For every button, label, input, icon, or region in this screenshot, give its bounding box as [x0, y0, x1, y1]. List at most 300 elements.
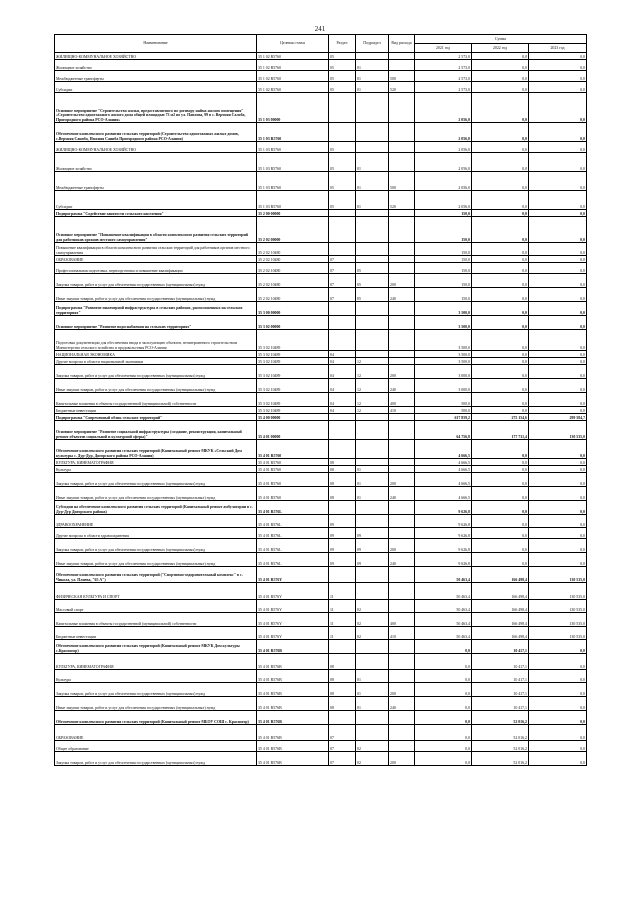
cell-sum-2021: 150,0 — [415, 243, 472, 256]
cell-subsection — [356, 414, 389, 421]
cell-section: 11 — [329, 583, 356, 600]
cell-sum-2023: 130 535,0 — [529, 600, 587, 613]
cell-name: Общее образование — [55, 741, 257, 752]
cell-expense-type: 200 — [389, 473, 415, 487]
cell-sum-2021: 3 500,0 — [415, 316, 472, 330]
cell-code: 35 2 02 10480 — [257, 263, 329, 274]
cell-code: 35 1 02 R5760 — [257, 53, 329, 60]
cell-code: 35 3 00 00000 — [257, 302, 329, 316]
cell-sum-2023: 0,0 — [529, 243, 587, 256]
cell-sum-2023: 0,0 — [529, 683, 587, 697]
cell-subsection — [356, 123, 389, 142]
cell-section — [329, 414, 356, 421]
cell-section: 08 — [329, 466, 356, 473]
cell-name: Иные закупки товаров, работ и услуг для обеспечения государственных (муниципальных) нужд — [55, 553, 257, 567]
cell-name: Жилищное хозяйство — [55, 153, 257, 172]
cell-section: 11 — [329, 627, 356, 640]
cell-expense-type: 410 — [389, 627, 415, 640]
cell-sum-2023: 0,0 — [529, 440, 587, 459]
cell-expense-type: 400 — [389, 393, 415, 407]
cell-sum-2021: 50 463,4 — [415, 600, 472, 613]
cell-subsection — [356, 567, 389, 583]
cell-sum-2022: 0,0 — [472, 71, 529, 82]
cell-code: 35 4 01 R576Y — [257, 600, 329, 613]
cell-section — [329, 93, 356, 123]
cell-sum-2022: 0,0 — [472, 358, 529, 365]
table-row — [55, 60, 587, 71]
cell-sum-2021: 150,0 — [415, 210, 472, 217]
cell-section — [329, 210, 356, 217]
table-row — [55, 351, 587, 358]
cell-expense-type: 240 — [389, 487, 415, 501]
cell-sum-2021: 0,0 — [415, 640, 472, 654]
page-number: 241 — [314, 25, 326, 33]
cell-code: 35 1 03 00000 — [257, 93, 329, 123]
cell-subsection — [356, 711, 389, 725]
cell-sum-2022: 0,0 — [472, 528, 529, 539]
cell-name: Межбюджетные трансферты — [55, 71, 257, 82]
cell-section: 08 — [329, 487, 356, 501]
cell-name: Жилищное хозяйство — [55, 60, 257, 71]
table-row — [55, 365, 587, 379]
cell-sum-2022: 0,0 — [472, 473, 529, 487]
cell-name: Обеспечение комплексного развития сельских территорий (Строительство одноэтажных жилых домов, с.Верхняя Саниба, Нижняя Саниба Пригородного района РСО-Алания) — [55, 123, 257, 142]
cell-code: 35 4 01 R576Y — [257, 613, 329, 627]
cell-sum-2022: 10 417,1 — [472, 683, 529, 697]
cell-name: Субсидии на обеспечение комплексного развития сельских территорий (Капитальный ремонт амбулатории в с. Дур-Дур Дигорского района) — [55, 501, 257, 515]
cell-code: 35 1 03 R5760 — [257, 123, 329, 142]
cell-sum-2023: 0,0 — [529, 515, 587, 528]
cell-sum-2021: 0,0 — [415, 683, 472, 697]
cell-expense-type — [389, 53, 415, 60]
table-row — [55, 627, 587, 640]
cell-sum-2021: 500,0 — [415, 393, 472, 407]
cell-sum-2022: 10 417,1 — [472, 654, 529, 670]
cell-sum-2023: 0,0 — [529, 358, 587, 365]
header-name: Наименование — [55, 35, 257, 53]
cell-subsection: 01 — [356, 60, 389, 71]
cell-code: 35 3 02 00000 — [257, 316, 329, 330]
cell-expense-type — [389, 263, 415, 274]
cell-code: 35 4 01 R5760 — [257, 440, 329, 459]
cell-name: Профессиональная подготовка, переподготовка и повышение квалификации — [55, 263, 257, 274]
budget-table — [54, 34, 587, 766]
cell-sum-2023: 0,0 — [529, 263, 587, 274]
cell-section: 04 — [329, 358, 356, 365]
cell-sum-2021: 150,0 — [415, 263, 472, 274]
cell-expense-type — [389, 741, 415, 752]
cell-subsection: 05 — [356, 274, 389, 288]
cell-sum-2021: 2 056,0 — [415, 172, 472, 191]
cell-sum-2022: 0,0 — [472, 379, 529, 393]
cell-section: 09 — [329, 553, 356, 567]
cell-name: Субсидии — [55, 82, 257, 93]
cell-sum-2023: 0,0 — [529, 210, 587, 217]
cell-sum-2023: 0,0 — [529, 752, 587, 766]
cell-subsection: 09 — [356, 553, 389, 567]
table-row — [55, 640, 587, 654]
cell-expense-type — [389, 153, 415, 172]
cell-name: Культура — [55, 670, 257, 683]
cell-expense-type — [389, 515, 415, 528]
cell-section: 04 — [329, 365, 356, 379]
cell-name: Обеспечение комплексного развития сельских территорий (Капитальный ремонт МКУК Дом культуры с.Красногор) — [55, 640, 257, 654]
cell-expense-type — [389, 93, 415, 123]
cell-expense-type: 500 — [389, 71, 415, 82]
table-row — [55, 466, 587, 473]
cell-sum-2021: 3 500,0 — [415, 330, 472, 351]
cell-section: 05 — [329, 71, 356, 82]
cell-code: 35 4 01 R5760 — [257, 487, 329, 501]
cell-section: 08 — [329, 670, 356, 683]
table-row — [55, 407, 587, 414]
cell-expense-type: 520 — [389, 191, 415, 210]
table-row — [55, 191, 587, 210]
cell-sum-2021: 64 756,8 — [415, 421, 472, 440]
cell-subsection — [356, 243, 389, 256]
cell-subsection: 01 — [356, 172, 389, 191]
cell-sum-2022: 0,0 — [472, 440, 529, 459]
cell-sum-2023: 0,0 — [529, 60, 587, 71]
table-row — [55, 379, 587, 393]
cell-sum-2022: 0,0 — [472, 82, 529, 93]
cell-section: 07 — [329, 288, 356, 302]
cell-section: 11 — [329, 600, 356, 613]
cell-expense-type — [389, 583, 415, 600]
cell-expense-type — [389, 711, 415, 725]
cell-section — [329, 440, 356, 459]
cell-sum-2022: 0,0 — [472, 539, 529, 553]
cell-subsection: 02 — [356, 752, 389, 766]
cell-subsection: 02 — [356, 741, 389, 752]
cell-section: 08 — [329, 683, 356, 697]
cell-subsection — [356, 93, 389, 123]
table-row — [55, 123, 587, 142]
table-row — [55, 256, 587, 263]
cell-name: Капитальные вложения в объекты государственной (муниципальной) собственности — [55, 613, 257, 627]
cell-section: 07 — [329, 741, 356, 752]
cell-code: 35 3 02 10489 — [257, 407, 329, 414]
cell-code: 35 4 01 R576B — [257, 670, 329, 683]
cell-expense-type — [389, 466, 415, 473]
cell-sum-2023: 0,0 — [529, 142, 587, 153]
cell-subsection: 01 — [356, 487, 389, 501]
cell-sum-2022: 52 016,2 — [472, 711, 529, 725]
cell-sum-2023: 0,0 — [529, 71, 587, 82]
cell-subsection: 09 — [356, 528, 389, 539]
cell-section: 05 — [329, 191, 356, 210]
cell-subsection: 05 — [356, 288, 389, 302]
cell-section: 04 — [329, 407, 356, 414]
cell-section — [329, 243, 356, 256]
cell-sum-2022: 0,0 — [472, 302, 529, 316]
cell-code: 35 4 01 R576Y — [257, 583, 329, 600]
cell-sum-2023: 0,0 — [529, 379, 587, 393]
cell-expense-type — [389, 330, 415, 351]
cell-subsection — [356, 302, 389, 316]
cell-subsection: 09 — [356, 539, 389, 553]
cell-sum-2021: 9 626,8 — [415, 515, 472, 528]
cell-sum-2023: 0,0 — [529, 365, 587, 379]
cell-section: 05 — [329, 53, 356, 60]
cell-code: 35 3 02 10489 — [257, 379, 329, 393]
cell-sum-2023: 0,0 — [529, 393, 587, 407]
cell-sum-2023: 0,0 — [529, 82, 587, 93]
cell-name: Подпрограмма "Развитие инженерной инфраструктуры в сельских районах, расположенных на сельских территориях" — [55, 302, 257, 316]
cell-expense-type — [389, 654, 415, 670]
cell-subsection — [356, 217, 389, 243]
cell-name: ФИЗИЧЕСКАЯ КУЛЬТУРА И СПОРТ — [55, 583, 257, 600]
cell-sum-2023: 0,0 — [529, 640, 587, 654]
cell-name: Основное мероприятие "Развитие водоснабжения на сельских территориях" — [55, 316, 257, 330]
cell-name: Массовый спорт — [55, 600, 257, 613]
cell-subsection — [356, 53, 389, 60]
cell-sum-2023: 0,0 — [529, 172, 587, 191]
cell-name: ОБРАЗОВАНИЕ — [55, 725, 257, 741]
cell-sum-2022: 0,0 — [472, 123, 529, 142]
cell-sum-2022: 166 498,4 — [472, 627, 529, 640]
cell-expense-type — [389, 459, 415, 466]
table-row — [55, 725, 587, 741]
cell-section: 04 — [329, 351, 356, 358]
cell-sum-2023: 0,0 — [529, 153, 587, 172]
cell-section: 08 — [329, 459, 356, 466]
cell-section — [329, 330, 356, 351]
cell-subsection: 12 — [356, 358, 389, 365]
table-row — [55, 82, 587, 93]
cell-sum-2022: 166 498,4 — [472, 613, 529, 627]
cell-expense-type — [389, 243, 415, 256]
table-row — [55, 487, 587, 501]
table-row — [55, 71, 587, 82]
cell-sum-2021: 4 666,5 — [415, 440, 472, 459]
cell-name: ЗДРАВООХРАНЕНИЕ — [55, 515, 257, 528]
cell-expense-type: 400 — [389, 613, 415, 627]
cell-sum-2021: 50 463,4 — [415, 567, 472, 583]
cell-code: 35 2 00 00000 — [257, 210, 329, 217]
cell-section: 07 — [329, 752, 356, 766]
cell-expense-type — [389, 725, 415, 741]
cell-sum-2023: 0,0 — [529, 459, 587, 466]
cell-subsection — [356, 640, 389, 654]
cell-sum-2021: 50 463,4 — [415, 627, 472, 640]
table-row — [55, 93, 587, 123]
cell-sum-2022: 0,0 — [472, 274, 529, 288]
cell-expense-type — [389, 316, 415, 330]
cell-sum-2023: 0,0 — [529, 217, 587, 243]
cell-name: Подпрограмма "Содействие занятости сельского населения" — [55, 210, 257, 217]
cell-sum-2022: 0,0 — [472, 53, 529, 60]
cell-sum-2023: 0,0 — [529, 288, 587, 302]
cell-expense-type: 200 — [389, 365, 415, 379]
cell-sum-2023: 0,0 — [529, 123, 587, 142]
table-row — [55, 53, 587, 60]
cell-expense-type — [389, 358, 415, 365]
cell-subsection — [356, 256, 389, 263]
cell-name: Другие вопросы в области национальной экономики — [55, 358, 257, 365]
table-row — [55, 600, 587, 613]
table-row — [55, 330, 587, 351]
cell-sum-2023: 0,0 — [529, 93, 587, 123]
cell-code: 35 1 03 R5760 — [257, 172, 329, 191]
cell-subsection: 01 — [356, 191, 389, 210]
cell-code: 35 4 00 00000 — [257, 414, 329, 421]
table-row — [55, 459, 587, 466]
table-row — [55, 172, 587, 191]
cell-sum-2023: 130 535,0 — [529, 567, 587, 583]
cell-sum-2021: 2 056,0 — [415, 153, 472, 172]
cell-sum-2022: 166 498,4 — [472, 600, 529, 613]
table-row — [55, 697, 587, 711]
cell-sum-2022: 0,0 — [472, 407, 529, 414]
cell-sum-2022: 52 016,2 — [472, 752, 529, 766]
cell-sum-2021: 2 056,0 — [415, 93, 472, 123]
cell-sum-2022: 0,0 — [472, 501, 529, 515]
cell-section: 09 — [329, 515, 356, 528]
cell-name: Обеспечение комплексного развития сельских территорий (Капитальный ремонт МКУК «Сельский Дом культуры с. Дур-Дур, Дигорского района РСО-Алания) — [55, 440, 257, 459]
cell-expense-type — [389, 501, 415, 515]
cell-code: 35 4 01 R576L — [257, 515, 329, 528]
cell-section: 09 — [329, 539, 356, 553]
cell-sum-2021: 0,0 — [415, 711, 472, 725]
cell-section: 08 — [329, 697, 356, 711]
cell-sum-2023: 0,0 — [529, 466, 587, 473]
cell-code: 35 1 02 R5760 — [257, 60, 329, 71]
cell-code: 35 3 02 10489 — [257, 330, 329, 351]
cell-name: Бюджетные инвестиции — [55, 407, 257, 414]
cell-sum-2022: 0,0 — [472, 243, 529, 256]
cell-code: 35 4 01 R576B — [257, 697, 329, 711]
table-row — [55, 210, 587, 217]
cell-name: Закупка товаров, работ и услуг для обеспечения государственных (муниципальных) нужд — [55, 365, 257, 379]
cell-sum-2021: 2 573,0 — [415, 71, 472, 82]
table-row — [55, 567, 587, 583]
cell-sum-2021: 150,0 — [415, 274, 472, 288]
cell-code: 35 4 01 R5760 — [257, 466, 329, 473]
table-row — [55, 414, 587, 421]
cell-sum-2022: 0,0 — [472, 288, 529, 302]
cell-sum-2022: 0,0 — [472, 217, 529, 243]
cell-section — [329, 501, 356, 515]
cell-sum-2021: 4 666,5 — [415, 466, 472, 473]
cell-section — [329, 421, 356, 440]
cell-expense-type — [389, 600, 415, 613]
cell-code: 35 2 02 10480 — [257, 243, 329, 256]
cell-subsection: 05 — [356, 263, 389, 274]
cell-name: Бюджетные инвестиции — [55, 627, 257, 640]
cell-code: 35 1 03 R5760 — [257, 153, 329, 172]
cell-subsection: 01 — [356, 71, 389, 82]
cell-sum-2021: 3 500,0 — [415, 351, 472, 358]
cell-sum-2021: 50 463,4 — [415, 613, 472, 627]
cell-code: 35 4 01 R576L — [257, 501, 329, 515]
cell-sum-2023: 0,0 — [529, 539, 587, 553]
cell-sum-2023: 0,0 — [529, 302, 587, 316]
table-row — [55, 302, 587, 316]
cell-sum-2023: 0,0 — [529, 670, 587, 683]
cell-subsection: 01 — [356, 683, 389, 697]
cell-name: Другие вопросы в области здравоохранения — [55, 528, 257, 539]
cell-section: 05 — [329, 172, 356, 191]
cell-sum-2022: 10 417,1 — [472, 697, 529, 711]
table-row — [55, 263, 587, 274]
cell-section: 07 — [329, 263, 356, 274]
cell-sum-2022: 0,0 — [472, 256, 529, 263]
table-row — [55, 683, 587, 697]
cell-expense-type — [389, 640, 415, 654]
cell-subsection: 02 — [356, 600, 389, 613]
cell-name: Закупка товаров, работ и услуг для обеспечения государственных (муниципальных) нужд — [55, 752, 257, 766]
cell-expense-type — [389, 302, 415, 316]
cell-sum-2023: 0,0 — [529, 697, 587, 711]
cell-subsection — [356, 459, 389, 466]
cell-name: Субсидии — [55, 191, 257, 210]
cell-section: 05 — [329, 142, 356, 153]
cell-sum-2022: 52 016,2 — [472, 741, 529, 752]
cell-name: НАЦИОНАЛЬНАЯ ЭКОНОМИКА — [55, 351, 257, 358]
cell-sum-2022: 166 498,4 — [472, 567, 529, 583]
cell-subsection — [356, 654, 389, 670]
cell-subsection: 01 — [356, 670, 389, 683]
cell-sum-2021: 4 666,5 — [415, 459, 472, 466]
cell-sum-2021: 0,0 — [415, 752, 472, 766]
cell-section: 07 — [329, 725, 356, 741]
cell-name: Иные закупки товаров, работ и услуг для обеспечения государственных (муниципальных) нужд — [55, 697, 257, 711]
cell-sum-2022: 0,0 — [472, 351, 529, 358]
cell-code: 35 4 01 R576B — [257, 725, 329, 741]
cell-section: 07 — [329, 274, 356, 288]
table-row — [55, 741, 587, 752]
cell-name: Основное мероприятие "Развитие социальной инфраструктуры (создание, реконструкция, капитальный ремонт объектов социальной и культурной сферы)" — [55, 421, 257, 440]
cell-expense-type: 240 — [389, 379, 415, 393]
cell-name: КУЛЬТУРА, КИНЕМАТОГРАФИЯ — [55, 654, 257, 670]
cell-name: Закупка товаров, работ и услуг для обеспечения государственных (муниципальных) нужд — [55, 473, 257, 487]
cell-sum-2021: 4 666,5 — [415, 487, 472, 501]
cell-sum-2023: 0,0 — [529, 741, 587, 752]
cell-sum-2023: 0,0 — [529, 473, 587, 487]
cell-sum-2021: 0,0 — [415, 697, 472, 711]
cell-expense-type — [389, 351, 415, 358]
cell-sum-2022: 275 154,6 — [472, 414, 529, 421]
table-row — [55, 539, 587, 553]
cell-code: 35 4 01 R576B — [257, 752, 329, 766]
cell-sum-2022: 0,0 — [472, 263, 529, 274]
cell-sum-2022: 0,0 — [472, 172, 529, 191]
cell-subsection: 12 — [356, 365, 389, 379]
cell-sum-2022: 52 016,2 — [472, 725, 529, 741]
cell-expense-type: 200 — [389, 274, 415, 288]
cell-code: 35 4 01 R576Y — [257, 567, 329, 583]
table-row — [55, 654, 587, 670]
cell-name: Иные закупки товаров, работ и услуг для обеспечения государственных (муниципальных) нужд — [55, 288, 257, 302]
cell-subsection — [356, 725, 389, 741]
cell-subsection — [356, 583, 389, 600]
cell-sum-2022: 0,0 — [472, 466, 529, 473]
cell-sum-2022: 10 417,1 — [472, 670, 529, 683]
cell-expense-type: 200 — [389, 752, 415, 766]
header-sum: Сумма — [415, 35, 587, 44]
cell-section: 08 — [329, 654, 356, 670]
cell-name: ЖИЛИЩНО-КОММУНАЛЬНОЕ ХОЗЯЙСТВО — [55, 53, 257, 60]
cell-sum-2023: 130 535,0 — [529, 627, 587, 640]
table-row — [55, 440, 587, 459]
cell-sum-2022: 0,0 — [472, 316, 529, 330]
table-row — [55, 274, 587, 288]
cell-sum-2021: 9 626,8 — [415, 501, 472, 515]
cell-expense-type — [389, 414, 415, 421]
cell-sum-2021: 0,0 — [415, 741, 472, 752]
cell-expense-type — [389, 142, 415, 153]
